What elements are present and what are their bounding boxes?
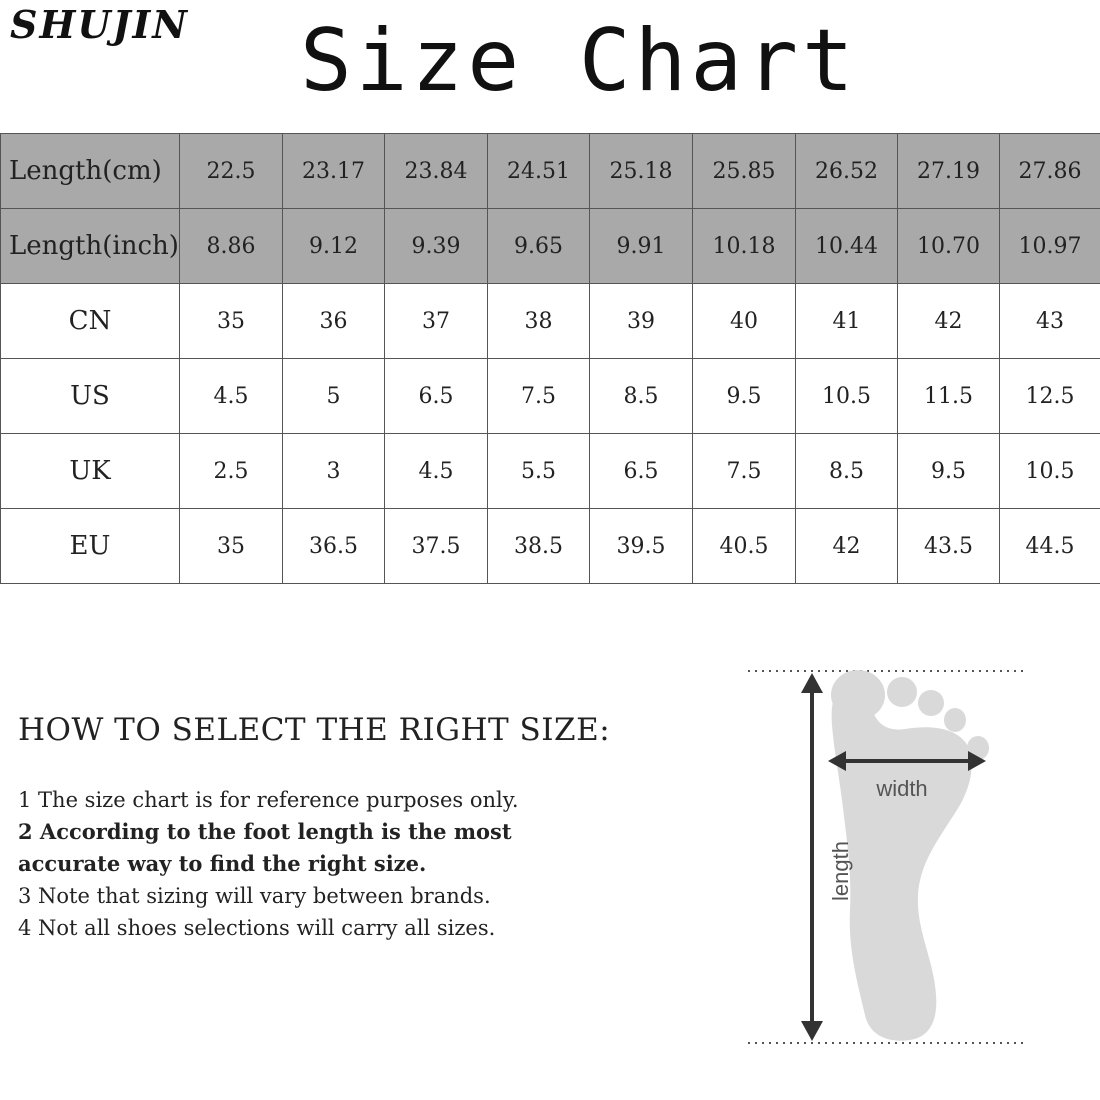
table-cell: 42 <box>796 509 898 584</box>
row-header: Length(inch) <box>1 209 180 284</box>
table-cell: 39 <box>590 284 693 359</box>
table-cell: 36.5 <box>283 509 385 584</box>
table-cell: 2.5 <box>180 434 283 509</box>
length-label: length <box>828 841 853 901</box>
row-header: US <box>1 359 180 434</box>
table-cell: 25.85 <box>693 134 796 209</box>
table-cell: 8.5 <box>590 359 693 434</box>
table-cell: 38 <box>488 284 590 359</box>
table-cell: 35 <box>180 284 283 359</box>
page-title: Size Chart <box>300 11 858 111</box>
foot-measurement-diagram <box>740 655 1040 1055</box>
table-cell: 5.5 <box>488 434 590 509</box>
width-label: width <box>876 776 928 801</box>
table-cell: 7.5 <box>488 359 590 434</box>
table-cell: 10.70 <box>898 209 1000 284</box>
table-cell: 37.5 <box>385 509 488 584</box>
table-cell: 4.5 <box>385 434 488 509</box>
table-cell: 39.5 <box>590 509 693 584</box>
table-cell: 9.5 <box>898 434 1000 509</box>
row-header: CN <box>1 284 180 359</box>
row-header: UK <box>1 434 180 509</box>
table-cell: 40.5 <box>693 509 796 584</box>
row-header: EU <box>1 509 180 584</box>
table-cell: 8.5 <box>796 434 898 509</box>
table-cell: 26.52 <box>796 134 898 209</box>
table-row <box>1 284 1100 359</box>
table-cell: 35 <box>180 509 283 584</box>
table-cell: 27.86 <box>1000 134 1100 209</box>
length-arrow-icon <box>801 673 823 1041</box>
size-table <box>0 133 1100 584</box>
table-cell: 40 <box>693 284 796 359</box>
table-cell: 5 <box>283 359 385 434</box>
table-cell: 43.5 <box>898 509 1000 584</box>
table-cell: 22.5 <box>180 134 283 209</box>
table-cell: 9.39 <box>385 209 488 284</box>
brand-logo: SHUJIN <box>10 2 189 47</box>
table-cell: 9.65 <box>488 209 590 284</box>
row-header: Length(cm) <box>1 134 180 209</box>
guide-heading: HOW TO SELECT THE RIGHT SIZE: <box>18 712 611 748</box>
table-cell: 9.91 <box>590 209 693 284</box>
table-cell: 36 <box>283 284 385 359</box>
table-cell: 42 <box>898 284 1000 359</box>
table-cell: 23.84 <box>385 134 488 209</box>
table-cell: 12.5 <box>1000 359 1100 434</box>
table-cell: 44.5 <box>1000 509 1100 584</box>
table-cell: 3 <box>283 434 385 509</box>
guide-note: 3 Note that sizing will vary between brands. <box>18 884 491 908</box>
guide-note: 4 Not all shoes selections will carry all sizes. <box>18 916 496 940</box>
table-cell: 10.44 <box>796 209 898 284</box>
table-cell: 4.5 <box>180 359 283 434</box>
table-cell: 37 <box>385 284 488 359</box>
table-cell: 9.12 <box>283 209 385 284</box>
table-cell: 43 <box>1000 284 1100 359</box>
table-cell: 10.18 <box>693 209 796 284</box>
table-row <box>1 359 1100 434</box>
guide-note: 2 According to the foot length is the most accurate way to find the right size. <box>18 819 512 876</box>
table-cell: 25.18 <box>590 134 693 209</box>
guide-note: 1 The size chart is for reference purposes only. <box>18 788 519 812</box>
table-cell: 41 <box>796 284 898 359</box>
table-row <box>1 434 1100 509</box>
table-cell: 23.17 <box>283 134 385 209</box>
table-cell: 10.5 <box>1000 434 1100 509</box>
table-row <box>1 134 1100 209</box>
table-cell: 8.86 <box>180 209 283 284</box>
foot-silhouette-icon <box>831 670 989 1041</box>
table-cell: 11.5 <box>898 359 1000 434</box>
table-cell: 6.5 <box>590 434 693 509</box>
guide-notes <box>18 784 578 944</box>
table-cell: 27.19 <box>898 134 1000 209</box>
table-cell: 10.5 <box>796 359 898 434</box>
table-cell: 10.97 <box>1000 209 1100 284</box>
table-row <box>1 509 1100 584</box>
table-cell: 38.5 <box>488 509 590 584</box>
table-row <box>1 209 1100 284</box>
table-cell: 6.5 <box>385 359 488 434</box>
table-cell: 24.51 <box>488 134 590 209</box>
table-cell: 7.5 <box>693 434 796 509</box>
table-cell: 9.5 <box>693 359 796 434</box>
